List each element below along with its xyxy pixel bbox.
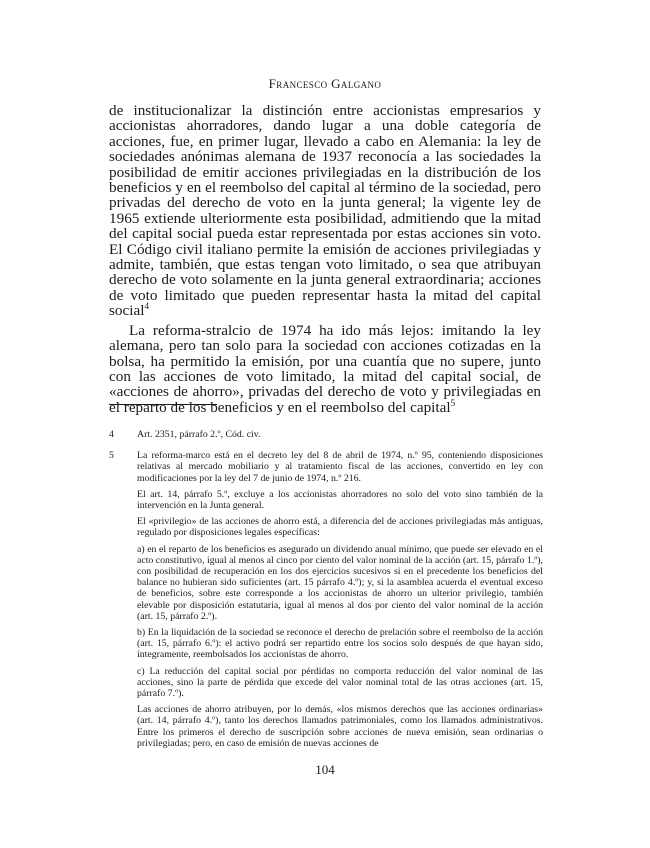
footnote-ref-5: 5 <box>450 397 456 408</box>
footnote-paragraph: La reforma-marco está en el decreto ley del 8 de abril de 1974, n.º 95, conteniendo disposiciones relativas al mercado mobiliario y al tratamiento fiscal de las acciones, convertido en ley con modificaciones por la ley del 7 de junio de 1974, n.º 216. <box>137 450 543 484</box>
footnote-5 <box>109 450 543 754</box>
footnote-paragraph: El «privilegio» de las acciones de ahorro está, a diferencia del de acciones privilegiadas más antiguas, regulado por disposiciones legales específicas: <box>137 516 543 539</box>
footnote-paragraph: c) La reducción del capital social por pérdidas no comporta reducción del valor nominal de las acciones, sino la parte de pérdida que excede del valor nominal total de las otras acciones (art. 15, párrafo 7.º). <box>137 665 543 700</box>
footnote-body <box>137 450 543 754</box>
paragraph-2-text: La reforma-stralcio de 1974 ha ido más lejos: imitando la ley alemana, pero tan solo para la sociedad con acciones cotizadas en la bolsa, ha permitido la emisión, por una cuantía que no supere, junto con las acciones de voto limitado, la mitad del capital social, de «acciones de ahorro», privadas del derecho de voto y privilegiadas en el reparto de los beneficios y en el reembolso del capital <box>109 321 541 416</box>
footnote-ref-4: 4 <box>144 301 149 312</box>
main-text <box>109 103 541 415</box>
paragraph-1 <box>109 103 541 319</box>
running-head: Francesco Galgano <box>268 76 382 91</box>
footnotes <box>109 429 543 759</box>
footnote-paragraph: El art. 14, párrafo 5.º, excluye a los accionistas ahorradores no solo del voto sino también de la intervención en la Junta general. <box>137 488 543 512</box>
paragraph-2 <box>109 323 541 415</box>
footnote-number: 4 <box>109 429 114 440</box>
footnote-body <box>137 429 543 445</box>
footnote-4 <box>109 429 543 445</box>
footnote-paragraph: Las acciones de ahorro atribuyen, por lo demás, «los mismos derechos que las acciones ordinarias» (art. 14, párrafo 4.º), tanto los derechos llamados patrimoniales, como los llamados administrativos. Entre los primeros el derecho de suscripción sobre acciones de nueva emisión, sean ordinarias o privilegiadas; pero, en caso de emisión de nuevas acciones de <box>137 704 543 749</box>
footnote-number: 5 <box>109 450 114 462</box>
paragraph-1-text: de institucionalizar la distinción entre accionistas empresarios y accionistas ahorradores, dando lugar a una doble categoría de acciones, fue, en primer lugar, llevado a cabo en Alemania: la ley de sociedades anónimas alemana de 1937 reconocía a las sociedades la posibilidad de emitir acciones privilegiadas en la distribución de los beneficios y en el reembolso del capital al término de la sociedad, pero privadas del derecho de voto en la junta general; la vigente ley de 1965 extiende ulteriormente esta posibilidad, admitiendo que la mitad del capital social pueda estar representada por estas acciones sin voto. El Código civil italiano permite la emisión de acciones privilegiadas y admite, también, que estas tengan voto limitado, o sea que atribuyan derecho de voto solamente en la junta general extraordinaria; acciones de voto limitado que pueden representar hasta la mitad del capital social <box>109 102 541 320</box>
page-number: 104 <box>315 762 335 777</box>
footnote-paragraph: b) En la liquidación de la sociedad se reconoce el derecho de prelación sobre el reembolso de la acción (art. 15, párrafo 6.º): el activo podrá ser repartido entre los socios solo después de que hayan sido, íntegramente, reembolsados los accionistas de ahorro. <box>137 627 543 661</box>
footnote-paragraph: a) en el reparto de los beneficios es asegurado un dividendo anual mínimo, que puede ser elevado en el acto constitutivo, igual al menos al cinco por ciento del valor nominal de la acción (art. 15, párrafo 1.º), con posibilidad de recuperación en los dos ejercicios sucesivos si en el precedente los beneficios del balance no hubieran sido suficientes (art. 15 párrafo 4.º); y, si la asamblea acuerda el eventual exceso de beneficios, sobre este corresponde a los accionistas de ahorro un ulterior privilegio, también elevable por disposición estatutaria, igual al menos al dos por ciento del valor nominal de la acción (art. 15, párrafo 2.º). <box>137 543 543 622</box>
footnote-separator <box>109 404 217 405</box>
footnote-paragraph: Art. 2351, párrafo 2.º, Cód. civ. <box>137 429 261 440</box>
